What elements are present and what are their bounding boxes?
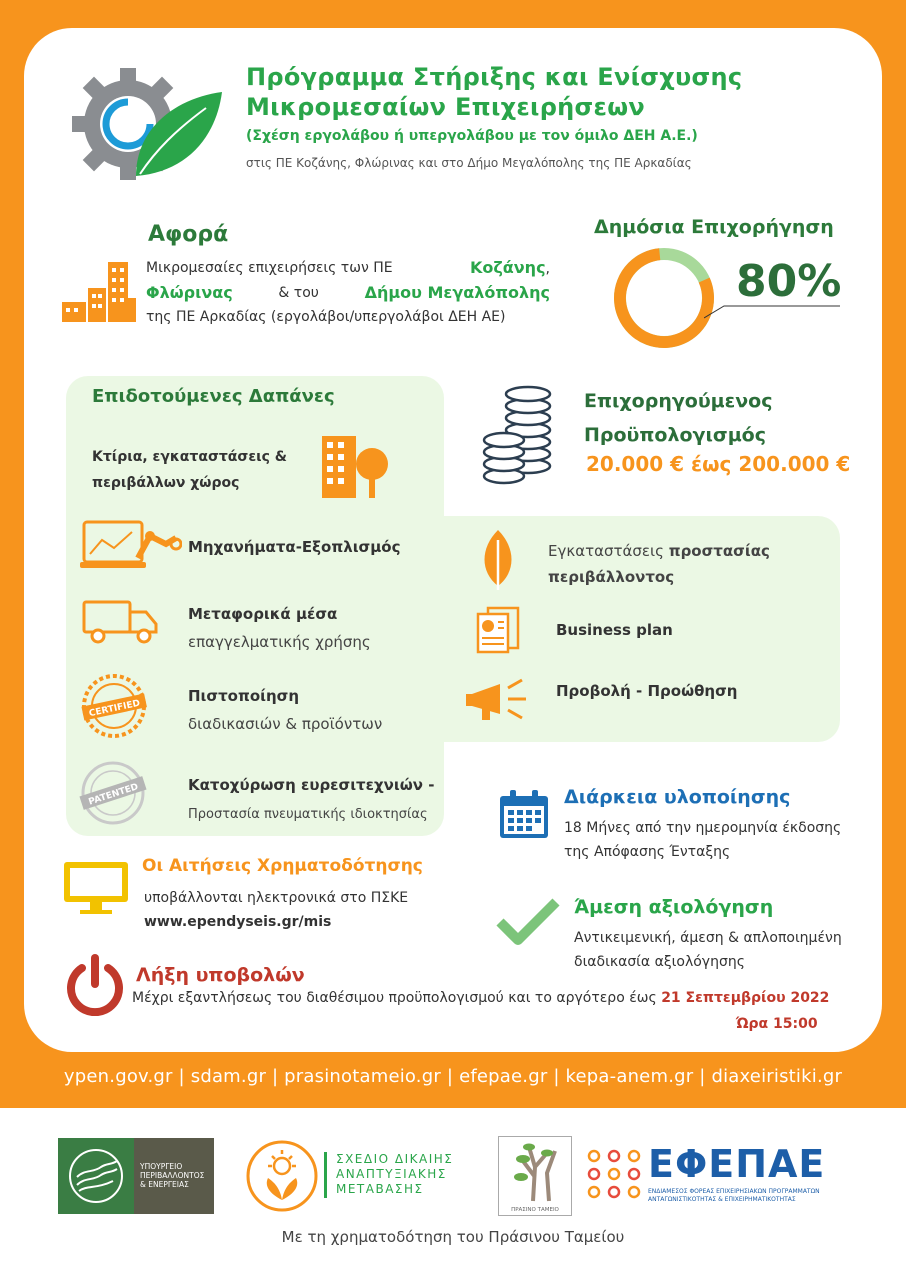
calendar-icon [498,788,550,840]
ypen-logo [58,1138,214,1214]
prasino-tameio-logo: ΠΡΑΣΙΝΟ ΤΑΜΕΙΟ [498,1136,572,1216]
evaluation-heading: Άμεση αξιολόγηση [574,896,774,918]
grant-pointer-line [704,300,844,320]
duration-text: 18 Μήνες από την ημερομηνία έκδοσης της Απόφασης Ένταξης [564,820,842,860]
buildings-icon [60,258,138,324]
program-title: Πρόγραμμα Στήριξης και Ενίσχυσης Μικρομεσαίων Επιχειρήσεων [246,63,743,121]
afora-heading: Αφορά [148,222,229,247]
expense-buildings: Κτίρια, εγκαταστάσεις & περιβάλλων χώρος [92,449,287,491]
deadline-text: Μέχρι εξαντλήσεως του διαθέσιμου προϋπολογισμού και το αργότερο έως 21 Σεπτεμβρίου 2022 [132,990,830,1006]
applications-url[interactable]: www.ependyseis.gr/mis [144,914,332,930]
afora-text: Μικρομεσαίες επιχειρήσεις των ΠΕ Κοζάνης, Φλώρινας & του Δήμου Μεγαλόπολης της ΠΕ Αρκαδίας (εργολάβοι/υπεργολάβοι ΔΕΗ ΑΕ) [146,258,550,325]
efepae-title: ΕΦΕΠΑΕ [648,1142,826,1186]
deadline-time: Ώρα 15:00 [736,1016,818,1032]
grant-donut-chart [612,246,716,350]
grant-percent: 80% [736,256,842,307]
expense-environment: Εγκαταστάσεις προστασίας περιβάλλοντος [548,542,770,586]
ypen-emblem-icon [58,1138,134,1214]
expense-patents: Κατοχύρωση ευρεσιτεχνιών - Προστασία πνευματικής ιδιοκτησίας [188,776,435,822]
ypen-text: ΥΠΟΥΡΓΕΙΟ ΠΕΡΙΒΑΛΛΟΝΤΟΣ & ΕΝΕΡΓΕΙΑΣ [140,1162,205,1189]
megaphone-icon [466,676,532,724]
certified-stamp-text: CERTIFIED [88,698,142,720]
budget-heading: Επιχορηγούμενος Προϋπολογισμός [584,390,773,446]
grant-donut-arc [612,246,716,350]
sdam-text: ΣΧΕΔΙΟ ΔΙΚΑΙΗΣ ΑΝΑΠΤΥΞΙΑΚΗΣ ΜΕΤΑΒΑΣΗΣ [336,1152,454,1196]
links-bar[interactable]: ypen.gov.gr | sdam.gr | prasinotameio.gr | efepae.gr | kepa-anem.gr | diaxeiristiki.gr [63,1066,843,1087]
funding-note: Με τη χρηματοδότηση του Πράσινου Ταμείου [281,1228,625,1246]
duration-heading: Διάρκεια υλοποίησης [564,786,791,808]
expense-machines: Μηχανήματα-Εξοπλισμός [188,538,401,556]
certified-stamp-icon [80,672,148,740]
gear-leaf-logo-icon [66,58,226,188]
program-subtitle: (Σχέση εργολάβου ή υπεργολάβου με τον όμιλο ΔΕΗ Α.Ε.) [246,128,698,144]
efepae-subtitle: ΕΝΔΙΑΜΕΣΟΣ ΦΟΡΕΑΣ ΕΠΙΧΕΙΡΗΣΙΑΚΩΝ ΠΡΟΓΡΑΜΜΑΤΩΝ ΑΝΤΑΓΩΝΙΣΤΙΚΟΤΗΤΑΣ & ΕΠΙΧΕΙΡΗΜΑΤΙΚΟΤΗΤΑΣ [648,1188,820,1203]
efepae-dots-icon [586,1148,642,1200]
expense-certification: Πιστοποίηση διαδικασιών & προϊόντων [188,687,383,733]
truck-icon [82,600,158,644]
patented-stamp-text: PATENTED [87,782,140,808]
budget-range: 20.000 € έως 200.000 € [586,452,851,476]
program-region: στις ΠΕ Κοζάνης, Φλώρινας και στο Δήμο Μεγαλόπολης της ΠΕ Αρκαδίας [246,156,692,170]
patented-stamp-icon [78,758,148,828]
machinery-icon [80,518,182,574]
business-plan-icon [476,606,520,654]
expense-transport: Μεταφορικά μέσα επαγγελματικής χρήσης [188,605,371,651]
deadline-heading: Λήξη υποβολών [136,964,305,986]
expense-business-plan: Business plan [556,621,673,639]
checkmark-icon [496,896,560,946]
coins-stack-icon [482,384,554,488]
building-tree-icon [316,428,392,500]
expenses-heading: Επιδοτούμενες Δαπάνες [92,386,335,407]
sdam-divider [324,1152,327,1198]
grant-heading: Δημόσια Επιχορήγηση [594,216,834,238]
evaluation-text: Αντικειμενική, άμεση & απλοποιημένη διαδικασία αξιολόγησης [574,930,842,970]
applications-text: υποβάλλονται ηλεκτρονικά στο ΠΣΚΕ www.ependyseis.gr/mis [144,890,409,930]
leaf-icon [476,526,522,592]
expense-promotion: Προβολή - Προώθηση [556,682,738,700]
prasino-tree-icon [499,1137,571,1203]
power-icon [64,954,126,1016]
sdam-sun-icon [244,1138,320,1214]
applications-heading: Οι Αιτήσεις Χρηματοδότησης [142,856,423,876]
monitor-icon [62,860,130,916]
